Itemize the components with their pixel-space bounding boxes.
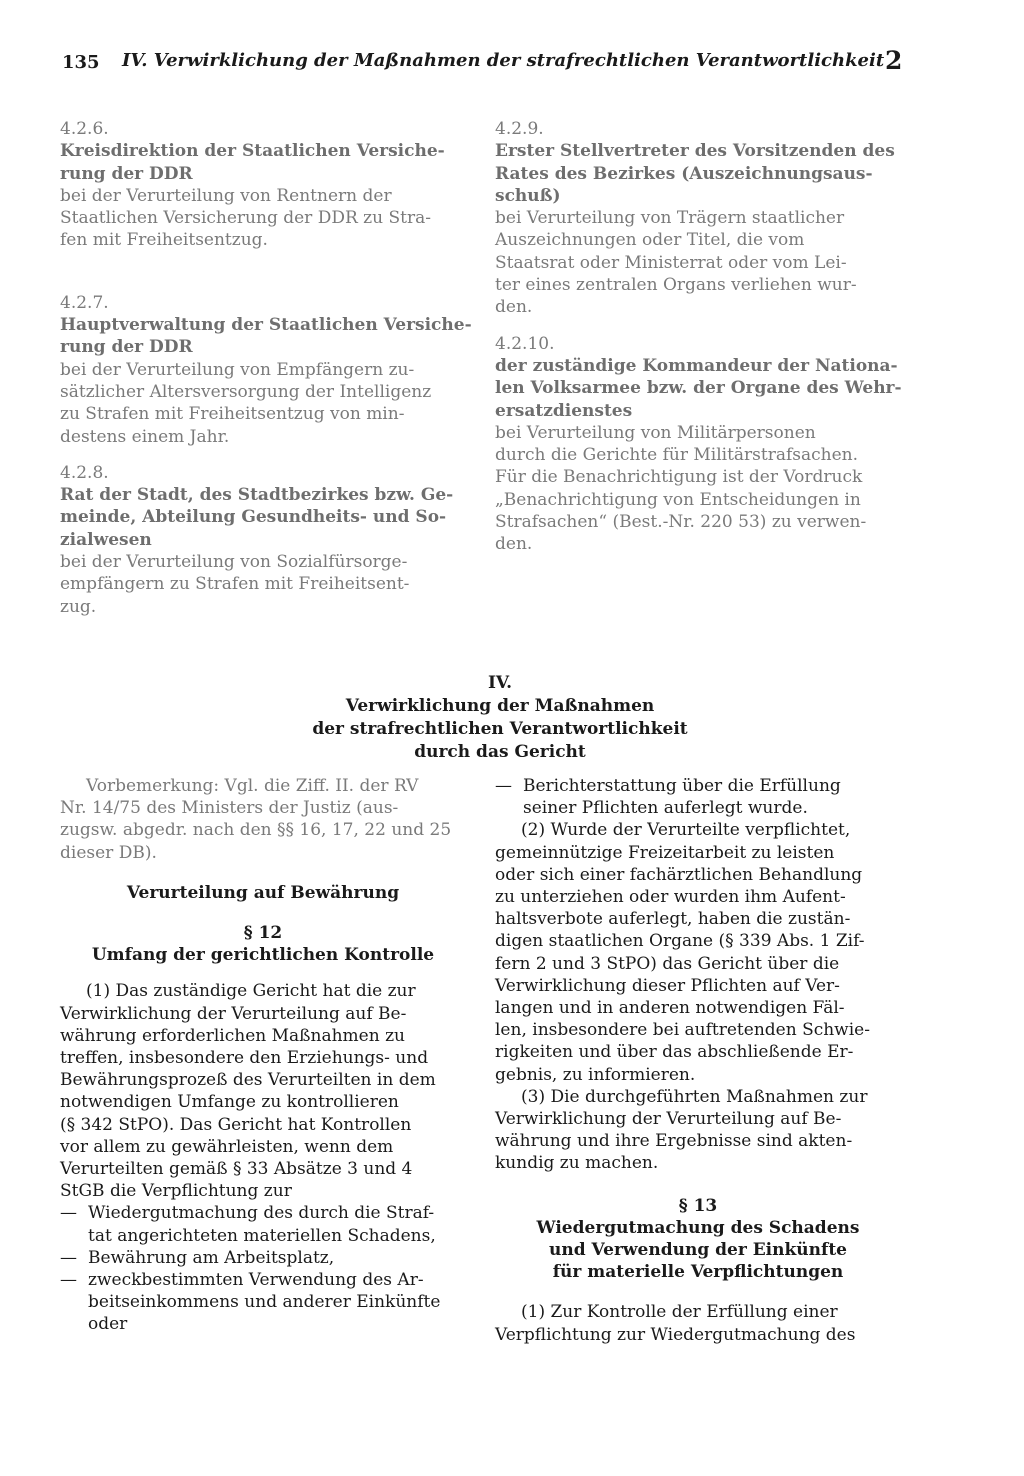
- entry-title-line: rung der DDR: [60, 163, 193, 184]
- entry-title-line: schuß): [495, 185, 561, 206]
- note-line: zugsw. abgedr. nach den §§ 16, 17, 22 und 25: [60, 820, 452, 841]
- entry-body-line: sätzlicher Altersversorgung der Intelligenz: [60, 381, 432, 402]
- text-line: digen staatlichen Organe (§ 339 Abs. 1 Zif-: [495, 931, 865, 952]
- text-line: (1) Das zuständige Gericht hat die zur: [86, 981, 416, 1002]
- subheading: Verurteilung auf Bewährung: [126, 882, 400, 903]
- entry-body-line: zu Strafen mit Freiheitsentzug von min-: [60, 404, 405, 425]
- running-header: IV. Verwirklichung der Maßnahmen der strafrechtlichen Verantwortlichkeit: [122, 50, 885, 71]
- entry-title-line: zialwesen: [60, 529, 152, 550]
- text-line: oder sich einer fachärztlichen Behandlung: [495, 864, 863, 885]
- note-line: dieser DB).: [60, 842, 157, 863]
- text-line: len, insbesondere bei auftretenden Schwie-: [495, 1020, 870, 1041]
- entry-body-line: Auszeichnungen oder Titel, die vom: [495, 230, 805, 251]
- entry-number: 4.2.7.: [60, 292, 109, 313]
- entry-body-line: bei Verurteilung von Trägern staatlicher: [495, 208, 845, 229]
- text-line: gemeinnützige Freizeitarbeit zu leisten: [495, 842, 835, 863]
- entry-number: 4.2.9.: [495, 119, 544, 139]
- entry-body-line: destens einem Jahr.: [60, 426, 230, 447]
- text-line: beitseinkommens und anderer Einkünfte: [88, 1292, 441, 1313]
- text-line: Verwirklichung dieser Pflichten auf Ver-: [495, 975, 840, 996]
- entry-body-line: den.: [495, 297, 533, 318]
- entry-title-line: Rat der Stadt, des Stadtbezirkes bzw. Ge-: [60, 485, 454, 506]
- text-line: Berichterstattung über die Erfüllung: [523, 776, 841, 796]
- entry-body-line: Strafsachen“ (Best.-Nr. 220 53) zu verwen-: [495, 512, 867, 533]
- text-line: Bewährung am Arbeitsplatz,: [88, 1247, 335, 1268]
- text-line: (3) Die durchgeführten Maßnahmen zur: [521, 1086, 868, 1107]
- text-line: rigkeiten und über das abschließende Er-: [495, 1042, 854, 1063]
- section-12-paragraph-1: [60, 980, 466, 1202]
- chapter-numeral: IV.: [487, 673, 513, 693]
- entry-body-line: Für die Benachrichtigung ist der Vordruck: [495, 467, 863, 488]
- note-line: Nr. 14/75 des Ministers der Justiz (aus-: [60, 798, 399, 819]
- entry-body-line: bei Verurteilung von Militärpersonen: [495, 422, 816, 443]
- entry-title-line: ersatzdienstes: [495, 400, 633, 421]
- entry-4-2-10: [495, 333, 905, 556]
- chapter-title-line: der strafrechtlichen Verantwortlichkeit: [312, 719, 688, 739]
- entry-title-line: Erster Stellvertreter des Vorsitzenden des: [495, 141, 895, 162]
- section-12-title: Umfang der gerichtlichen Kontrolle: [91, 945, 435, 966]
- top-right-column: [495, 118, 905, 556]
- entry-body-line: fen mit Freiheitsentzug.: [60, 230, 268, 251]
- title-line: für materielle Verpflichtungen: [552, 1262, 844, 1283]
- entry-4-2-8: [60, 462, 468, 618]
- section-13-paragraph-1: [495, 1301, 901, 1345]
- entry-body-line: „Benachrichtigung von Entscheidungen in: [495, 489, 861, 510]
- text-line: haltsverbote auferlegt, haben die zustän-: [495, 909, 851, 930]
- list-item: [60, 1202, 466, 1246]
- list-item: [60, 1247, 466, 1269]
- obligation-list-continued: [495, 775, 901, 819]
- section-13-number: § 13: [678, 1195, 718, 1216]
- text-line: (2) Wurde der Verurteilte verpflichtet,: [521, 820, 851, 841]
- list-item: [60, 1269, 466, 1336]
- entry-title-line: Kreisdirektion der Staatlichen Versiche-: [60, 141, 445, 162]
- text-line: (1) Zur Kontrolle der Erfüllung einer: [521, 1302, 838, 1323]
- text-line: oder: [88, 1314, 128, 1335]
- entry-4-2-9: [495, 118, 905, 319]
- text-line: zu unterziehen oder wurden ihm Aufent-: [495, 887, 846, 908]
- entry-title-line: meinde, Abteilung Gesundheits- und So-: [60, 507, 447, 528]
- lower-right-column: [495, 775, 901, 1346]
- entry-body-line: ter eines zentralen Organs verliehen wur-: [495, 275, 857, 296]
- text-line: seiner Pflichten auferlegt wurde.: [523, 798, 808, 819]
- text-line: Verpflichtung zur Wiedergutmachung des: [495, 1324, 856, 1345]
- entry-body-line: Staatsrat oder Ministerrat oder vom Lei-: [495, 252, 847, 273]
- entry-number: 4.2.8.: [60, 462, 109, 483]
- dash-bullet: —: [60, 1203, 77, 1224]
- text-line: StGB die Verpflichtung zur: [60, 1181, 292, 1202]
- chapter-heading: [240, 672, 760, 764]
- page-number: 135: [62, 52, 100, 73]
- entry-title-line: Rates des Bezirkes (Auszeichnungsaus-: [495, 163, 873, 184]
- section-12-number: § 12: [243, 923, 283, 944]
- preliminary-note: [60, 775, 466, 864]
- text-line: Verwirklichung der Verurteilung auf Be-: [60, 1003, 407, 1024]
- entry-title-line: der zuständige Kommandeur der Nationa-: [495, 355, 898, 376]
- entry-body-line: bei der Verurteilung von Sozialfürsorge-: [60, 552, 408, 573]
- text-line: langen und in anderen notwendigen Fäl-: [495, 998, 845, 1019]
- list-item: [495, 775, 901, 819]
- text-line: (§ 342 StPO). Das Gericht hat Kontrollen: [60, 1114, 412, 1135]
- text-line: Verurteilten gemäß § 33 Absätze 3 und 4: [60, 1159, 413, 1180]
- entry-4-2-6: [60, 118, 468, 252]
- text-line: vor allem zu gewährleisten, wenn dem: [60, 1136, 394, 1157]
- entry-4-2-7: [60, 292, 472, 448]
- text-line: fern 2 und 3 StPO) das Gericht über die: [495, 953, 840, 974]
- text-line: Wiedergutmachung des durch die Straf-: [88, 1203, 435, 1224]
- entry-body-line: empfängern zu Strafen mit Freiheitsent-: [60, 574, 410, 595]
- note-line: Vorbemerkung: Vgl. die Ziff. II. der RV: [86, 776, 419, 796]
- entry-number: 4.2.6.: [60, 119, 109, 139]
- text-line: treffen, insbesondere den Erziehungs- und: [60, 1048, 429, 1069]
- text-line: währung erforderlichen Maßnahmen zu: [60, 1025, 405, 1046]
- section-13-title: [495, 1217, 901, 1284]
- text-line: notwendigen Umfange zu kontrollieren: [60, 1092, 399, 1113]
- obligation-list: [60, 1202, 466, 1335]
- text-line: währung und ihre Ergebnisse sind akten-: [495, 1131, 853, 1152]
- title-line: Wiedergutmachung des Schadens: [536, 1217, 860, 1238]
- entry-body-line: bei der Verurteilung von Empfängern zu-: [60, 359, 415, 380]
- text-line: Bewährungsprozeß des Verurteilten in dem: [60, 1070, 436, 1091]
- section-12-paragraph-2: [495, 819, 901, 1085]
- entry-body-line: bei der Verurteilung von Rentnern der: [60, 185, 392, 206]
- lower-left-column: [60, 775, 466, 1336]
- entry-body-line: Staatlichen Versicherung der DDR zu Stra-: [60, 208, 431, 229]
- text-line: kundig zu machen.: [495, 1153, 659, 1174]
- text-line: zweckbestimmten Verwendung des Ar-: [88, 1270, 424, 1291]
- entry-title-line: len Volksarmee bzw. der Organe des Wehr-: [495, 378, 902, 399]
- chapter-marker: 2: [885, 46, 903, 75]
- top-left-column: [60, 118, 472, 618]
- entry-body-line: zug.: [60, 596, 97, 617]
- dash-bullet: —: [60, 1247, 77, 1268]
- dash-bullet: —: [495, 776, 512, 796]
- title-line: und Verwendung der Einkünfte: [549, 1240, 847, 1261]
- section-12-paragraph-3: [495, 1086, 901, 1175]
- entry-body-line: durch die Gerichte für Militärstrafsachen.: [495, 445, 859, 466]
- text-line: gebnis, zu informieren.: [495, 1064, 696, 1085]
- chapter-title-line: durch das Gericht: [414, 742, 586, 762]
- chapter-title-line: Verwirklichung der Maßnahmen: [345, 696, 655, 716]
- dash-bullet: —: [60, 1270, 77, 1291]
- entry-title-line: Hauptverwaltung der Staatlichen Versiche-: [60, 315, 472, 336]
- text-line: Verwirklichung der Verurteilung auf Be-: [495, 1109, 842, 1130]
- entry-body-line: den.: [495, 534, 533, 555]
- entry-number: 4.2.10.: [495, 333, 555, 354]
- text-line: tat angerichteten materiellen Schadens,: [88, 1225, 436, 1246]
- entry-title-line: rung der DDR: [60, 337, 193, 358]
